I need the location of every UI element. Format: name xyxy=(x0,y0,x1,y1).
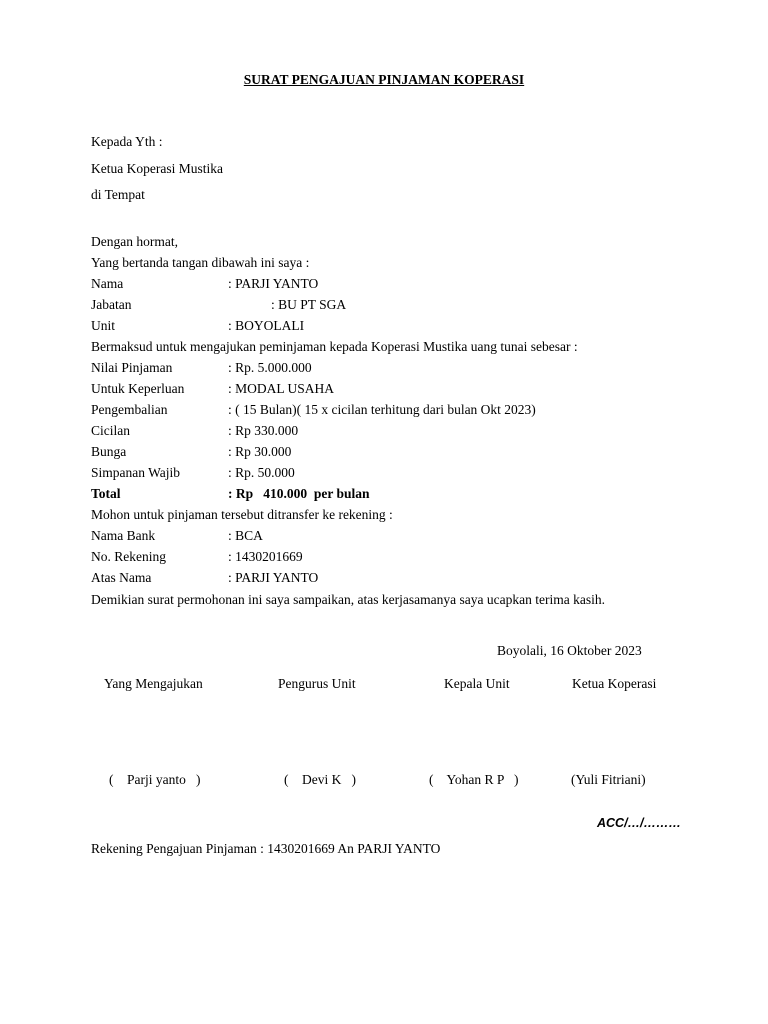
field-value-nilai-pinjaman: : Rp. 5.000.000 xyxy=(228,360,312,375)
field-value-nama: : PARJI YANTO xyxy=(228,276,319,291)
footer-account-line: Rekening Pengajuan Pinjaman : 1430201669 An PARJI YANTO xyxy=(91,841,441,856)
field-label-keperluan: Untuk Keperluan xyxy=(91,381,185,396)
closing-sentence: Demikian surat permohonan ini saya sampaikan, atas kerjasamanya saya ucapkan terima kasih. xyxy=(91,592,605,607)
field-value-nama-bank: : BCA xyxy=(228,528,263,543)
signatory-name-kepala: ( Yohan R P ) xyxy=(429,772,519,787)
field-label-nilai-pinjaman: Nilai Pinjaman xyxy=(91,360,173,375)
field-value-keperluan: : MODAL USAHA xyxy=(228,381,335,396)
purpose-sentence: Bermaksud untuk mengajukan peminjaman kepada Koperasi Mustika uang tunai sebesar : xyxy=(91,339,578,354)
signatory-name-applicant: ( Parji yanto ) xyxy=(109,772,201,787)
signatory-name-pengurus: ( Devi K ) xyxy=(284,772,356,787)
field-label-unit: Unit xyxy=(91,318,116,333)
transfer-sentence: Mohon untuk pinjaman tersebut ditransfer ke rekening : xyxy=(91,507,393,522)
place-date: Boyolali, 16 Oktober 2023 xyxy=(497,643,642,658)
intro-line: Yang bertanda tangan dibawah ini saya : xyxy=(91,255,310,270)
field-value-total: : Rp 410.000 per bulan xyxy=(228,486,370,501)
field-value-no-rekening: : 1430201669 xyxy=(228,549,303,564)
field-label-jabatan: Jabatan xyxy=(91,297,132,312)
signatory-role-pengurus: Pengurus Unit xyxy=(278,676,356,691)
field-value-unit: : BOYOLALI xyxy=(228,318,305,333)
signatory-role-applicant: Yang Mengajukan xyxy=(104,676,203,691)
field-label-simpanan-wajib: Simpanan Wajib xyxy=(91,465,181,480)
field-label-pengembalian: Pengembalian xyxy=(91,402,168,417)
field-label-total: Total xyxy=(91,486,121,501)
document-title: SURAT PENGAJUAN PINJAMAN KOPERASI xyxy=(243,72,525,87)
signatory-role-ketua: Ketua Koperasi xyxy=(572,676,657,691)
field-label-atas-nama: Atas Nama xyxy=(91,570,152,585)
acc-note: ACC/…/……… xyxy=(597,816,682,830)
field-value-bunga: : Rp 30.000 xyxy=(228,444,292,459)
recipient-line-3: di Tempat xyxy=(91,187,145,202)
field-value-pengembalian: : ( 15 Bulan)( 15 x cicilan terhitung dari bulan Okt 2023) xyxy=(228,402,536,417)
field-label-cicilan: Cicilan xyxy=(91,423,130,438)
field-value-atas-nama: : PARJI YANTO xyxy=(228,570,319,585)
field-label-bunga: Bunga xyxy=(91,444,127,459)
signatory-role-kepala: Kepala Unit xyxy=(444,676,510,691)
greeting: Dengan hormat, xyxy=(91,234,178,249)
field-label-no-rekening: No. Rekening xyxy=(91,549,166,564)
field-value-cicilan: : Rp 330.000 xyxy=(228,423,299,438)
field-value-simpanan-wajib: : Rp. 50.000 xyxy=(228,465,295,480)
recipient-line-2: Ketua Koperasi Mustika xyxy=(91,161,223,176)
recipient-line-1: Kepada Yth : xyxy=(91,134,163,149)
field-label-nama-bank: Nama Bank xyxy=(91,528,156,543)
signatory-name-ketua: (Yuli Fitriani) xyxy=(571,772,646,787)
field-label-nama: Nama xyxy=(91,276,124,291)
field-value-jabatan: : BU PT SGA xyxy=(271,297,347,312)
